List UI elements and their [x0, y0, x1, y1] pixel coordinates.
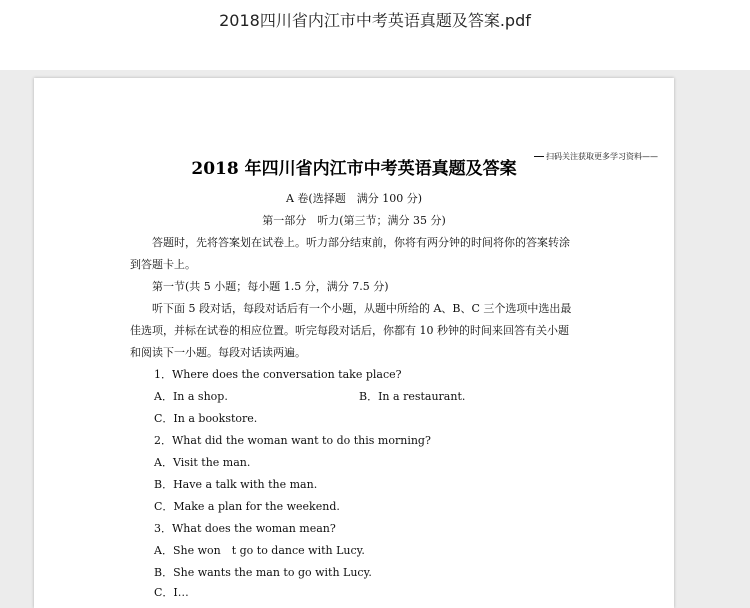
intro-line-1: 答题时，先将答案划在试卷上。听力部分结束前，你将有两分钟的时间将你的答案转涂 [152, 236, 570, 249]
q1-option-b: B．In a restaurant. [359, 390, 466, 403]
side-note: 扫码关注获取更多学习资料—— [534, 151, 674, 162]
q2-option-c: C．Make a plan for the weekend. [154, 500, 340, 513]
document-title: 2018 年四川省内江市中考英语真题及答案 [191, 159, 517, 179]
q3-option-b: B．She wants the man to go with Lucy. [154, 566, 372, 579]
q2-option-a: A．Visit the man. [154, 456, 251, 469]
q1-option-a: A．In a shop. [154, 390, 228, 403]
question-1: 1．Where does the conversation take place? [154, 368, 402, 381]
question-2: 2．What did the woman want to do this morning? [154, 434, 431, 447]
instructions-line-1: 听下面 5 段对话，每段对话后有一个小题，从题中所给的 A、B、C 三个选项中选出最 [152, 302, 572, 315]
part-heading: 第一部分 听力(第三节；满分 35 分) [262, 214, 446, 227]
question-3: 3．What does the woman mean? [154, 522, 336, 535]
pdf-page [34, 78, 674, 608]
q1-option-c: C．In a bookstore. [154, 412, 258, 425]
q3-option-a: A．She won t go to dance with Lucy. [154, 544, 365, 557]
instructions-line-3: 和阅读下一小题。每段对话读两遍。 [130, 346, 306, 359]
intro-line-2: 到答题卡上。 [130, 258, 196, 271]
instructions-line-2: 佳选项，并标在试卷的相应位置。听完每段对话后，你都有 10 秒钟的时间来回答有关小题 [130, 324, 569, 337]
q2-option-b: B．Have a talk with the man. [154, 478, 318, 491]
q3-option-c-partial: C．I… [154, 586, 189, 599]
viewer-toolbar [0, 0, 750, 70]
volume-heading: A 卷(选择题 满分 100 分) [285, 192, 422, 205]
section-title: 第一节(共 5 小题；每小题 1.5 分，满分 7.5 分) [152, 280, 389, 293]
file-title: 2018四川省内江市中考英语真题及答案.pdf [219, 11, 531, 30]
